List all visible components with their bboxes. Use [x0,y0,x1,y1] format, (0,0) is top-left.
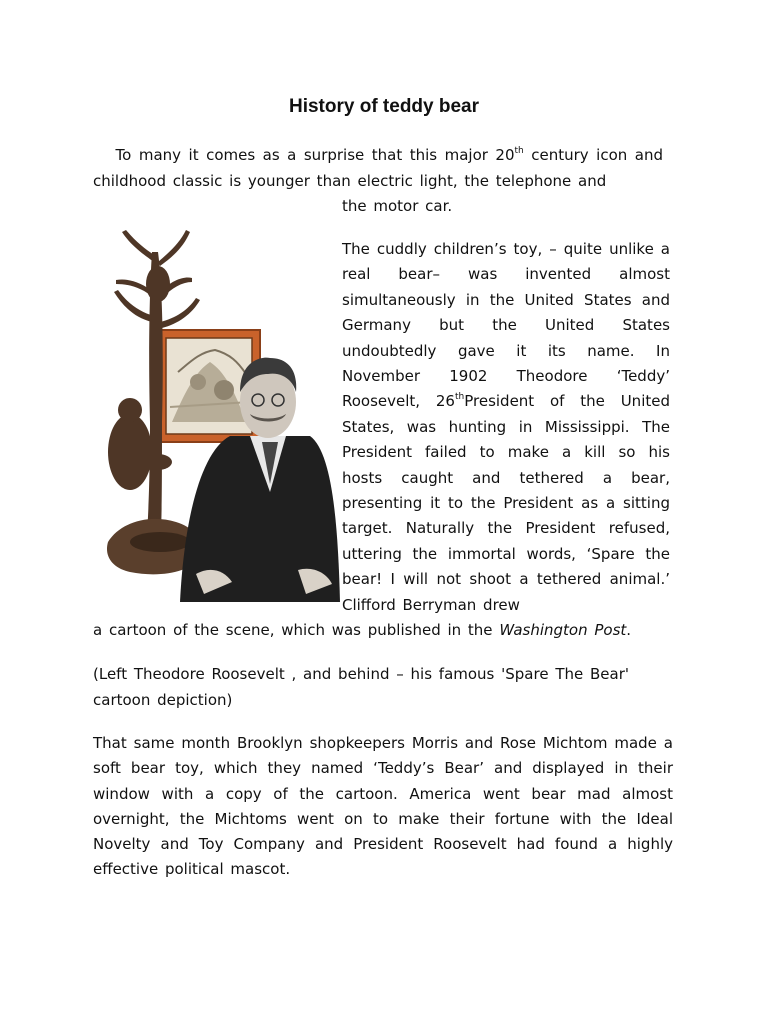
washington-post-title: Washington Post [499,621,627,639]
intro-text-a: To many it comes as a surprise that this major 20 [115,146,515,164]
history-text-a: The cuddly children’s toy, – quite unlike a real bear– was invented almost simultaneously in the United States and Germany but the United States undoubtedly gave it its name. In November 1902 Theodore ‘Teddy’ Roosevelt, 26 [342,240,670,411]
intro-text-c: the motor car. [342,197,453,215]
intro-superscript: th [514,146,524,156]
roosevelt-collage-image [100,222,340,602]
intro-paragraph [93,143,663,220]
michtom-paragraph: That same month Brooklyn shopkeepers Morris and Rose Michtom made a soft bear toy, which they named ‘Teddy’s Bear’ and displayed in their window with a copy of the cartoon. America went bear mad almost overnight, the Michtoms went on to make their fortune with the Ideal Novelty and Toy Company and President Roosevelt had found a highly effective political mascot. [93,734,673,879]
image-caption: (Left Theodore Roosevelt , and behind – his famous 'Spare The Bear' cartoon depiction) [93,665,629,709]
collage-illustration [100,222,340,602]
page-title: History of teddy bear [288,96,480,117]
intro-text-b: century icon and childhood classic is younger than electric light, the telephone and [93,146,663,190]
history-text-c: a cartoon of the scene, which was published in the [93,621,500,639]
history-text-d: . [626,621,632,639]
history-paragraph [342,237,670,618]
history-text-b: President of the United States, was hunting in Mississippi. The President failed to make a kill so his hosts caught and tethered a bear, presenting it to the President as a sitting target. Naturally the President refused, uttering the immortal words, ‘Spare the bear! I will not shoot a tethered animal.’ Clifford Berryman drew [342,392,670,614]
history-paragraph-end [93,618,673,643]
history-superscript: th [454,392,465,403]
